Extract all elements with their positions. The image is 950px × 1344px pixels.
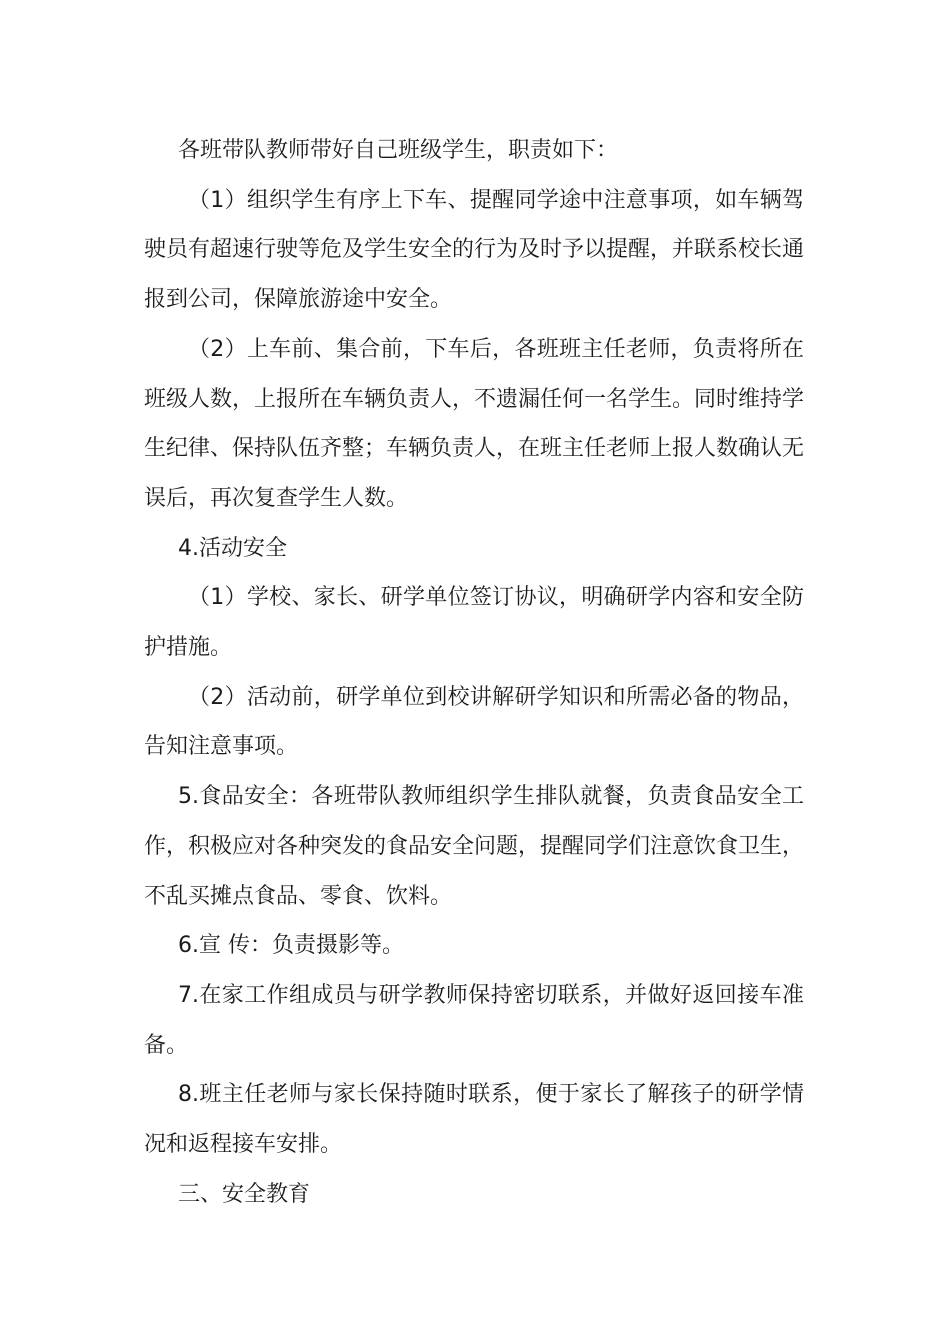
paragraph-duties-intro: 各班带队教师带好自己班级学生，职责如下： (178, 138, 619, 163)
paragraph-home-team: 7.在家工作组成员与研学教师保持密切联系，并做好返回接车准备。 (144, 982, 804, 1058)
paragraph-duty-2: （2）上车前、集合前，下车后，各班班主任老师，负责将所在班级人数，上报所在车辆负责人，不遗漏任何一名学生。同时维持学生纪律、保持队伍齐整；车辆负责人，在班主任老师上报人数确认无误后，再次复查学生人数。 (144, 336, 805, 511)
document-body (144, 126, 804, 1219)
paragraph-duty-1: （1）组织学生有序上下车、提醒同学途中注意事项，如车辆驾驶员有超速行驶等危及学生安全的行为及时予以提醒，并联系校长通报到公司，保障旅游途中安全。 (144, 187, 805, 313)
paragraph-activity-1: （1）学校、家长、研学单位签订协议，明确研学内容和安全防护措施。 (144, 585, 804, 661)
section-heading-activity-safety: 4.活动安全 (178, 535, 287, 561)
paragraph-activity-2: （2）活动前，研学单位到校讲解研学知识和所需必备的物品，告知注意事项。 (144, 684, 804, 760)
section-heading-safety-education: 三、安全教育 (178, 1181, 311, 1207)
paragraph-food-safety: 5.食品安全：各班带队教师组织学生排队就餐，负责食品安全工作，积极应对各种突发的食品安全问题，提醒同学们注意饮食卫生，不乱买摊点食品、零食、饮料。 (144, 784, 805, 909)
paragraph-publicity: 6.宣 传：负责摄影等。 (178, 933, 404, 959)
paragraph-head-teacher: 8.班主任老师与家长保持随时联系，便于家长了解孩子的研学情况和返程接车安排。 (144, 1082, 804, 1158)
